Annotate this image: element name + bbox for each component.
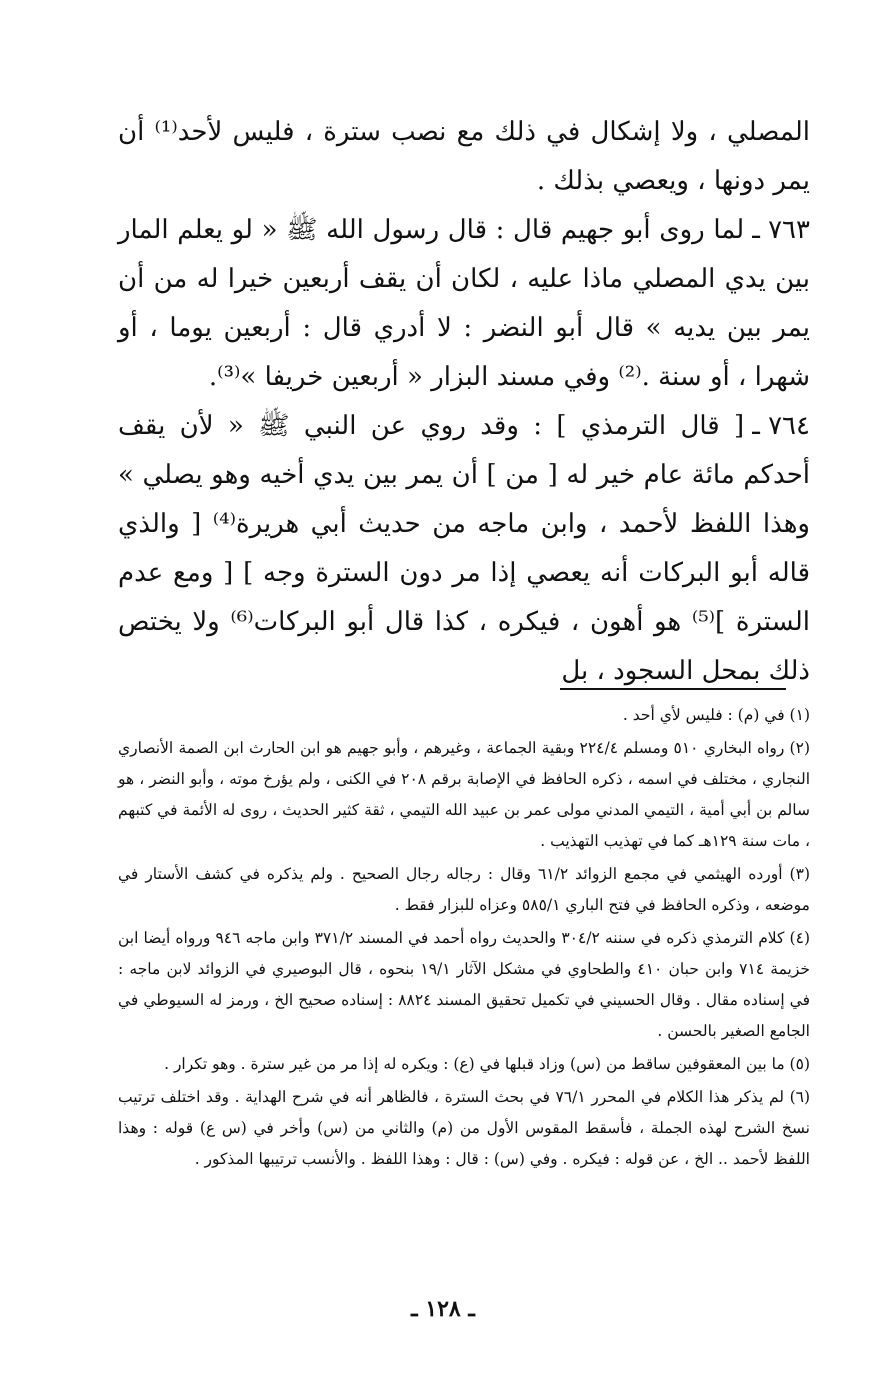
footnote: (١) في (م) : فليس لأي أحد . (622, 706, 810, 724)
hadith-763 (118, 206, 810, 402)
hadith-764 (118, 402, 810, 696)
hadith-number: ٧٦٤ ـ (752, 411, 810, 441)
main-text (118, 108, 810, 696)
footnote: (٥) ما بين المعقوفين ساقط من (س) وزاد قبلها في (ع) : ويكره له إذا مر من غير سترة . وهو تكرار . (164, 1055, 810, 1073)
hadith-number: ٧٦٣ ـ (752, 215, 810, 245)
hadith-text: لما روى أبو جهيم قال : قال رسول الله ﷺ « لو يعلم المار بين يدي المصلي ماذا عليه ، لكان أن يقف أربعين خيرا له من أن يمر بين يديه » قال أبو النضر : لا أدري قال : أربعين يوما ، أو شهرا ، أو سنة .⁽²⁾ وفي مسند البزار « أربعين خريفا »⁽³⁾. (118, 215, 810, 392)
footnotes (118, 700, 810, 1177)
page-number: ـ ١٢٨ ـ (411, 1296, 475, 1322)
intro-paragraph: المصلي ، ولا إشكال في ذلك مع نصب سترة ، فليس لأحد⁽¹⁾ أن يمر دونها ، ويعصي بذلك . (118, 117, 810, 196)
footnote: (٤) كلام الترمذي ذكره في سننه ٣٠٤/٢ والحديث رواه أحمد في المسند ٣٧١/٢ وابن ماجه ٩٤٦ ورواه أيضا ابن خزيمة ٧١٤ وابن حبان ٤١٠ والطحاوي في مشكل الآثار ١٩/١ بنحوه ، قال البوصيري في الزوائد لابن ماجه : في إسناده مقال . وقال الحسيني في تكميل تحقيق المسند ٨٨٢٤ : إسناده صحيح الخ ، ورمز له السيوطي في الجامع الصغير بالحسن . (118, 929, 811, 1040)
footnote-divider (560, 688, 786, 690)
hadith-text: [ قال الترمذي ] : وقد روي عن النبي ﷺ « لأن يقف أحدكم مائة عام خير له [ من ] أن يمر بين يدي أخيه وهو يصلي » وهذا اللفظ لأحمد ، وابن ماجه من حديث أبي هريرة⁽⁴⁾ [ والذي قاله أبو البركات أنه يعصي إذا مر دون السترة وجه ] [ ومع عدم السترة ]⁽⁵⁾ هو أهون ، فيكره ، كذا قال أبو البركات⁽⁶⁾ ولا يختص ذلك بمحل السجود ، بل (118, 411, 810, 686)
footnote: (٦) لم يذكر هذا الكلام في المحرر ٧٦/١ في بحث السترة ، فالظاهر أنه في شرح الهداية . وقد اختلف ترتيب نسخ الشرح لهذه الجملة ، فأسقط المقوس الأول من (م) والثاني من (س) وأخر في (س ع) قوله : وهذا اللفظ لأحمد .. الخ ، عن قوله : فيكره . وفي (س) : قال : وهذا اللفظ . والأنسب ترتيبها المذكور . (118, 1088, 811, 1168)
footnote: (٢) رواه البخاري ٥١٠ ومسلم ٢٢٤/٤ وبقية الجماعة ، وغيرهم ، وأبو جهيم هو ابن الحارث ابن الصمة الأنصاري النجاري ، مختلف في اسمه ، ذكره الحافظ في الإصابة برقم ٢٠٨ في الكنى ، ولم يؤرخ موته ، وأبو النضر ، هو سالم بن أبي أمية ، التيمي المدني مولى عمر بن عبيد الله التيمي ، ثقة كثير الحديث ، روى له الأئمة في كتبهم ، مات سنة ١٢٩هـ كما في تهذيب التهذيب . (118, 739, 810, 850)
footnote: (٣) أورده الهيثمي في مجمع الزوائد ٦١/٢ وقال : رجاله رجال الصحيح . ولم يذكره في كشف الأستار في موضعه ، وذكره الحافظ في فتح الباري ٥٨٥/١ وعزاه للبزار فقط . (118, 865, 810, 914)
